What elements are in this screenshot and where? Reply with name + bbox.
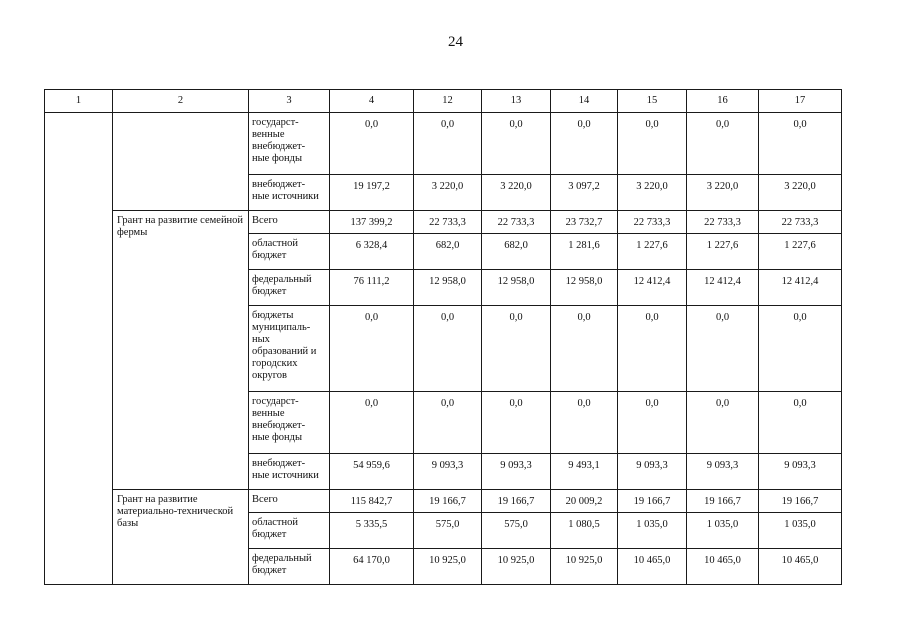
- value-cell: 3 220,0: [618, 175, 687, 211]
- measure-name-cell: Грант на развитие семейной фермы: [113, 211, 249, 490]
- value-cell: 19 166,7: [482, 490, 551, 513]
- funding-source-cell: [249, 549, 330, 585]
- value-cell: 0,0: [618, 113, 687, 175]
- funding-source-cell: [249, 211, 330, 234]
- column-number: 3: [249, 90, 330, 113]
- column-number: 14: [551, 90, 618, 113]
- value-cell: 575,0: [414, 513, 482, 549]
- table-row: [45, 113, 842, 175]
- funding-source-line: государст-: [252, 117, 299, 128]
- value-cell: 22 733,3: [482, 211, 551, 234]
- measure-name-cell: Грант на развитие материально-технической базы: [113, 490, 249, 585]
- value-cell: 0,0: [551, 306, 618, 392]
- value-cell: 0,0: [330, 306, 414, 392]
- funding-source-line: внебюджет-: [252, 420, 306, 431]
- funding-source-line: ных: [252, 334, 270, 345]
- value-cell: 1 080,5: [551, 513, 618, 549]
- value-cell: 137 399,2: [330, 211, 414, 234]
- funding-source-cell: [249, 392, 330, 454]
- column-number: 13: [482, 90, 551, 113]
- column-number: 12: [414, 90, 482, 113]
- funding-source-line: городских: [252, 358, 298, 369]
- value-cell: 0,0: [687, 113, 759, 175]
- value-cell: 115 842,7: [330, 490, 414, 513]
- column-number: 4: [330, 90, 414, 113]
- value-cell: 12 412,4: [618, 270, 687, 306]
- column-number: 1: [45, 90, 113, 113]
- value-cell: 1 281,6: [551, 234, 618, 270]
- value-cell: 54 959,6: [330, 454, 414, 490]
- measure-name-cell: [113, 113, 249, 211]
- value-cell: 1 035,0: [687, 513, 759, 549]
- budget-table: [44, 89, 842, 585]
- funding-source-line: ные фонды: [252, 432, 303, 443]
- value-cell: 10 465,0: [618, 549, 687, 585]
- value-cell: 3 220,0: [687, 175, 759, 211]
- value-cell: 0,0: [618, 306, 687, 392]
- value-cell: 0,0: [330, 113, 414, 175]
- value-cell: 10 465,0: [759, 549, 842, 585]
- funding-source-cell: [249, 113, 330, 175]
- program-number-cell: [45, 113, 113, 585]
- value-cell: 19 166,7: [759, 490, 842, 513]
- value-cell: 23 732,7: [551, 211, 618, 234]
- value-cell: 0,0: [687, 392, 759, 454]
- value-cell: 3 097,2: [551, 175, 618, 211]
- funding-source-line: ные фонды: [252, 153, 303, 164]
- value-cell: 3 220,0: [759, 175, 842, 211]
- funding-source-line: венные: [252, 408, 285, 419]
- value-cell: 1 227,6: [759, 234, 842, 270]
- funding-source-line: ные источники: [252, 470, 319, 481]
- funding-source-line: бюджет: [252, 250, 287, 261]
- value-cell: 12 412,4: [687, 270, 759, 306]
- value-cell: 1 227,6: [618, 234, 687, 270]
- value-cell: 10 925,0: [551, 549, 618, 585]
- value-cell: 12 412,4: [759, 270, 842, 306]
- funding-source-cell: [249, 270, 330, 306]
- value-cell: 682,0: [414, 234, 482, 270]
- value-cell: 19 166,7: [618, 490, 687, 513]
- value-cell: 3 220,0: [414, 175, 482, 211]
- funding-source-line: областной: [252, 517, 298, 528]
- value-cell: 22 733,3: [618, 211, 687, 234]
- value-cell: 19 166,7: [414, 490, 482, 513]
- value-cell: 19 197,2: [330, 175, 414, 211]
- funding-source-line: государст-: [252, 396, 299, 407]
- value-cell: 0,0: [618, 392, 687, 454]
- value-cell: 6 328,4: [330, 234, 414, 270]
- value-cell: 0,0: [551, 113, 618, 175]
- funding-source-line: бюджет: [252, 286, 287, 297]
- funding-source-line: бюджет: [252, 565, 287, 576]
- column-number: 2: [113, 90, 249, 113]
- column-number: 16: [687, 90, 759, 113]
- value-cell: 64 170,0: [330, 549, 414, 585]
- value-cell: 682,0: [482, 234, 551, 270]
- funding-source-line: бюджет: [252, 529, 287, 540]
- funding-source-cell: [249, 513, 330, 549]
- value-cell: 0,0: [414, 392, 482, 454]
- value-cell: 575,0: [482, 513, 551, 549]
- funding-source-line: федеральный: [252, 274, 312, 285]
- funding-source-line: внебюджет-: [252, 458, 306, 469]
- value-cell: 1 227,6: [687, 234, 759, 270]
- funding-source-line: образований и: [252, 346, 317, 357]
- value-cell: 0,0: [759, 392, 842, 454]
- value-cell: 9 093,3: [618, 454, 687, 490]
- value-cell: 0,0: [759, 113, 842, 175]
- value-cell: 10 465,0: [687, 549, 759, 585]
- funding-source-cell: [249, 490, 330, 513]
- funding-source-cell: [249, 306, 330, 392]
- funding-source-cell: [249, 454, 330, 490]
- value-cell: 10 925,0: [482, 549, 551, 585]
- table-row: [45, 211, 842, 234]
- value-cell: 22 733,3: [687, 211, 759, 234]
- funding-source-line: федеральный: [252, 553, 312, 564]
- value-cell: 76 111,2: [330, 270, 414, 306]
- funding-source-line: Всего: [252, 494, 278, 505]
- value-cell: 0,0: [330, 392, 414, 454]
- value-cell: 9 093,3: [687, 454, 759, 490]
- value-cell: 0,0: [551, 392, 618, 454]
- value-cell: 10 925,0: [414, 549, 482, 585]
- value-cell: 0,0: [482, 306, 551, 392]
- value-cell: 12 958,0: [482, 270, 551, 306]
- value-cell: 0,0: [759, 306, 842, 392]
- funding-source-line: внебюджет-: [252, 141, 306, 152]
- funding-source-line: ные источники: [252, 191, 319, 202]
- value-cell: 20 009,2: [551, 490, 618, 513]
- value-cell: 0,0: [482, 392, 551, 454]
- value-cell: 9 493,1: [551, 454, 618, 490]
- value-cell: 1 035,0: [618, 513, 687, 549]
- column-number-row: [45, 90, 842, 113]
- funding-source-line: Всего: [252, 215, 278, 226]
- funding-source-line: округов: [252, 370, 287, 381]
- value-cell: 3 220,0: [482, 175, 551, 211]
- funding-source-cell: [249, 234, 330, 270]
- funding-source-line: венные: [252, 129, 285, 140]
- value-cell: 0,0: [414, 113, 482, 175]
- funding-source-cell: [249, 175, 330, 211]
- funding-source-line: внебюджет-: [252, 179, 306, 190]
- value-cell: 5 335,5: [330, 513, 414, 549]
- value-cell: 9 093,3: [482, 454, 551, 490]
- value-cell: 19 166,7: [687, 490, 759, 513]
- funding-source-line: бюджеты: [252, 310, 294, 321]
- value-cell: 0,0: [482, 113, 551, 175]
- value-cell: 9 093,3: [414, 454, 482, 490]
- value-cell: 0,0: [414, 306, 482, 392]
- column-number: 17: [759, 90, 842, 113]
- value-cell: 1 035,0: [759, 513, 842, 549]
- value-cell: 0,0: [687, 306, 759, 392]
- value-cell: 22 733,3: [414, 211, 482, 234]
- column-number: 15: [618, 90, 687, 113]
- funding-source-line: муниципаль-: [252, 322, 311, 333]
- funding-source-line: областной: [252, 238, 298, 249]
- page-number: 24: [448, 34, 463, 50]
- value-cell: 12 958,0: [551, 270, 618, 306]
- value-cell: 9 093,3: [759, 454, 842, 490]
- value-cell: 22 733,3: [759, 211, 842, 234]
- table-row: [45, 490, 842, 513]
- value-cell: 12 958,0: [414, 270, 482, 306]
